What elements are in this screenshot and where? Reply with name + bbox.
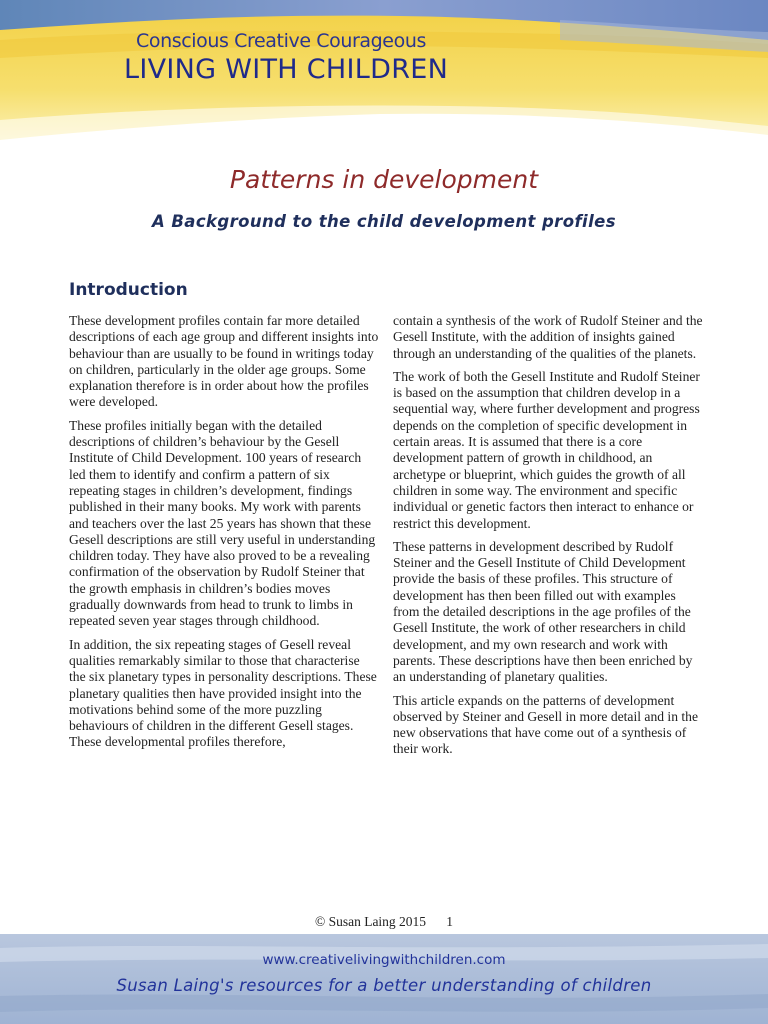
footer-banner <box>0 934 768 1024</box>
text-column-right <box>393 313 705 765</box>
header-tagline: Conscious Creative Courageous <box>136 30 426 52</box>
paragraph: In addition, the six repeating stages of Gesell reveal qualities remarkably similar to those that characterise the six planetary types in personality descriptions. These planetary qualities then have provided insight into the motivations behind some of the more puzzling behaviours of children in the different Gesell stages. These developmental profiles therefore, <box>69 636 377 750</box>
paragraph: These profiles initially began with the detailed descriptions of children’s behaviour by the Gesell Institute of Child Development. 100 years of research led them to identify and confirm a pattern of six repeating stages in children’s development, findings published in their many books. My work with parents and teachers over the last 25 years has shown that these Gesell descriptions are still very useful in understanding children today. They have also proved to be a revealing confirmation of the observation by Rudolf Steiner that the growth emphasis in children’s bodies moves gradually downwards from head to trunk to limbs in repeated seven year stages through childhood. <box>69 417 376 629</box>
header-banner <box>0 0 768 160</box>
copyright-page-number: © Susan Laing 2015 1 <box>314 914 454 929</box>
paragraph: These patterns in development described by Rudolf Steiner and the Gesell Institute of Child Development provide the basis of these profiles. This structure of development has then been filled out with examples from the detailed descriptions in the age profiles of the Gesell Institute, the work of other researchers in child development, and my own research and work with parents. These descriptions have then been enriched by an understanding of planetary qualities. <box>393 538 693 685</box>
brand-logo-text: LIVING WITH CHILDREN <box>124 54 449 85</box>
section-heading-introduction: Introduction <box>69 280 188 300</box>
website-link[interactable]: www.creativelivingwithchildren.com <box>262 952 506 968</box>
footer-tagline: Susan Laing's resources for a better understanding of children <box>116 976 652 995</box>
paragraph: These development profiles contain far more detailed descriptions of each age group and different insights into behaviour than are usually to be found in writings today on children, particularly in the older age groups. Some explanation therefore is in order about how the profiles were developed. <box>69 313 379 410</box>
text-column-left <box>69 313 379 758</box>
page-title: Patterns in development <box>229 165 539 194</box>
paragraph: The work of both the Gesell Institute and Rudolf Steiner is based on the assumption that children develop in a sequential way, where further development and progress depends on the completion of specific development in certain areas. It is assumed that there is a core development pattern of growth in childhood, an archetype or blueprint, which guides the growth of all children in some way. The environment and specific individual or genetic factors then interact to enhance or restrict this development. <box>393 368 700 531</box>
paragraph: contain a synthesis of the work of Rudolf Steiner and the Gesell Institute, with the addition of insights gained through an understanding of the qualities of the planets. <box>393 313 703 361</box>
paragraph: This article expands on the patterns of development observed by Steiner and Gesell in more detail and in the new observations that have come out of a synthesis of their work. <box>393 692 699 757</box>
page-subtitle: A Background to the child development profiles <box>152 212 616 231</box>
